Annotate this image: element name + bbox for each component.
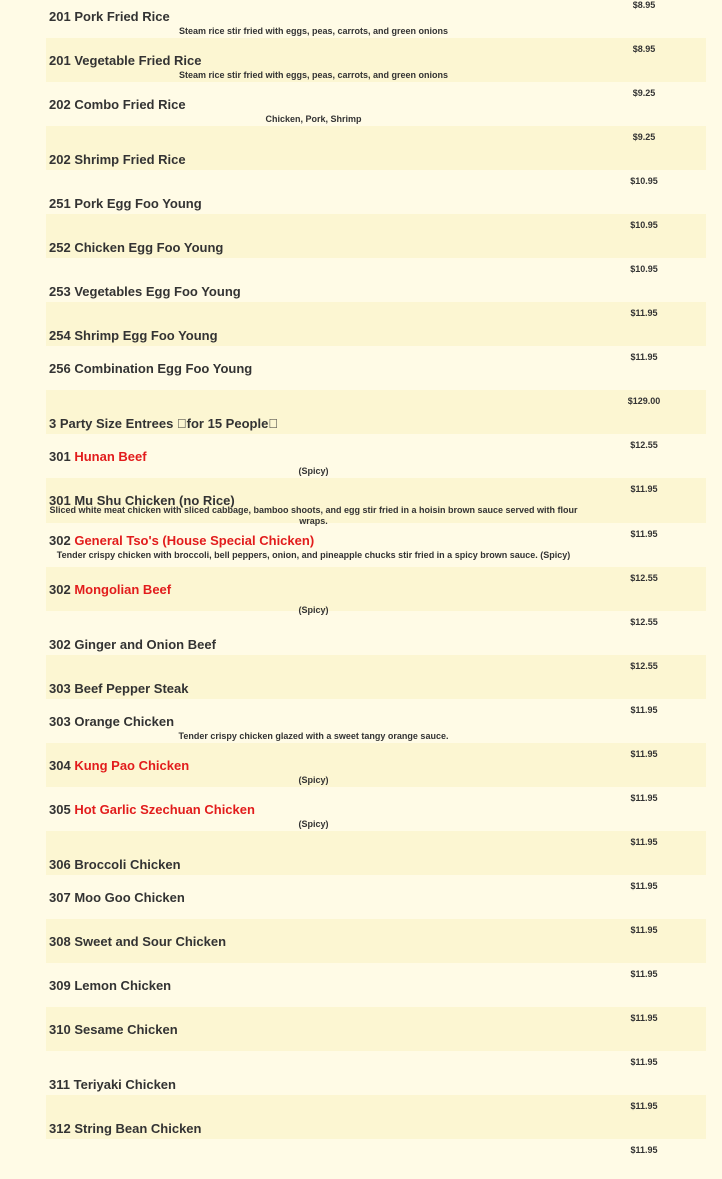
- item-price: $10.95: [630, 176, 658, 186]
- item-description: (Spicy): [298, 819, 329, 829]
- menu-item: [46, 611, 706, 655]
- item-description: (Spicy): [298, 775, 329, 785]
- item-title: [49, 714, 174, 729]
- item-name: Pork Egg Foo Young: [74, 196, 202, 211]
- menu-item: [46, 963, 706, 1007]
- item-number: 303: [49, 681, 71, 696]
- item-title: [49, 196, 202, 211]
- menu-item: [46, 258, 706, 302]
- item-description: Chicken, Pork, Shrimp: [265, 114, 362, 124]
- item-number: 310: [49, 1022, 71, 1037]
- menu-item: [46, 787, 706, 831]
- menu-item: [46, 1051, 706, 1095]
- item-price: $11.95: [630, 1145, 658, 1155]
- menu-list: [46, 0, 706, 1179]
- item-description: Tender crispy chicken glazed with a sweet tangy orange sauce.: [178, 731, 449, 741]
- item-number: 312: [49, 1121, 71, 1136]
- item-price: $11.95: [630, 837, 658, 847]
- item-number: 253: [49, 284, 71, 299]
- item-name: Lemon Chicken: [74, 978, 172, 993]
- item-name: Beef Pepper Steak: [74, 681, 189, 696]
- menu-item: [46, 875, 706, 919]
- item-name: Combo Fried Rice: [74, 97, 186, 112]
- item-title: [49, 758, 189, 773]
- item-price: $11.95: [630, 308, 658, 318]
- item-name: Shrimp Egg Foo Young: [74, 328, 218, 343]
- item-number: 308: [49, 934, 71, 949]
- item-title: [49, 681, 189, 696]
- item-price: $11.95: [630, 749, 658, 759]
- item-title: [49, 978, 171, 993]
- item-price: $11.95: [630, 881, 658, 891]
- item-title: [49, 890, 185, 905]
- item-number: 301: [49, 493, 71, 508]
- item-title: [49, 416, 278, 431]
- item-number: 307: [49, 890, 71, 905]
- item-number: 252: [49, 240, 71, 255]
- item-number: 302: [49, 582, 71, 597]
- item-price: $11.95: [630, 969, 658, 979]
- menu-item: [46, 478, 706, 526]
- item-number: 202: [49, 152, 71, 167]
- item-number: 202: [49, 97, 71, 112]
- item-description: Sliced white meat chicken with sliced cabbage, bamboo shoots, and egg stir fried in a hoisin brown sauce served with flour wraps.: [49, 505, 578, 526]
- item-name: Shrimp Fried Rice: [74, 152, 186, 167]
- item-title: [49, 361, 252, 376]
- item-number: 3: [49, 416, 57, 431]
- item-name: String Bean Chicken: [74, 1121, 202, 1136]
- menu-item: [46, 567, 706, 615]
- item-title: [49, 934, 226, 949]
- item-number: 201: [49, 53, 71, 68]
- menu-item: [46, 126, 706, 170]
- item-title: [49, 1121, 201, 1136]
- item-price: $11.95: [630, 925, 658, 935]
- item-price: $11.95: [630, 705, 658, 715]
- item-name: Sesame Chicken: [74, 1022, 178, 1037]
- item-price: $11.95: [630, 1101, 658, 1111]
- item-number: 303: [49, 714, 71, 729]
- item-title: [49, 97, 186, 112]
- menu-item: [46, 1095, 706, 1139]
- item-description: Tender crispy chicken with broccoli, bell peppers, onion, and pineapple chucks stir fried in a spicy brown sauce. (Spicy): [56, 550, 571, 560]
- item-price: $12.55: [630, 440, 658, 450]
- item-number: 311: [49, 1077, 70, 1092]
- item-name-spicy: Mongolian Beef: [74, 582, 172, 597]
- item-number: 254: [49, 328, 71, 343]
- menu-item: [46, 390, 706, 434]
- menu-item: [46, 919, 706, 963]
- menu-item: [46, 302, 706, 346]
- item-name: Mu Shu Chicken (no Rice): [74, 493, 235, 508]
- item-number: 256: [49, 361, 71, 376]
- item-title: [49, 240, 223, 255]
- item-price: $11.95: [630, 793, 658, 803]
- item-name: Broccoli Chicken: [74, 857, 181, 872]
- item-title: [49, 328, 218, 343]
- menu-item: [46, 434, 706, 478]
- menu-item: [46, 82, 706, 126]
- item-title: [49, 802, 255, 817]
- menu-item: [46, 1139, 706, 1179]
- menu-item: [46, 699, 706, 743]
- menu-item: [46, 0, 706, 38]
- item-title: [49, 533, 314, 548]
- item-number: 304: [49, 758, 71, 773]
- menu-item: [46, 743, 706, 787]
- menu-item: [46, 655, 706, 699]
- item-number: 302: [49, 637, 71, 652]
- item-name-spicy: General Tso's (House Special Chicken): [74, 533, 315, 548]
- item-number: 305: [49, 802, 71, 817]
- menu-item: [46, 831, 706, 875]
- item-name: Teriyaki Chicken: [73, 1077, 176, 1092]
- item-number: 301: [49, 449, 71, 464]
- item-name: Party Size Entrees for 15 People: [59, 416, 259, 431]
- item-price: $9.25: [632, 88, 656, 98]
- item-price: $129.00: [627, 396, 661, 406]
- item-price: $11.95: [630, 1013, 658, 1023]
- item-title: [49, 9, 170, 24]
- item-price: $10.95: [630, 264, 658, 274]
- item-price: $11.95: [630, 484, 658, 494]
- item-price: $11.95: [630, 529, 658, 539]
- item-price: $9.25: [632, 132, 656, 142]
- item-name: Orange Chicken: [74, 714, 175, 729]
- menu-item: [46, 38, 706, 82]
- menu-item: [46, 214, 706, 258]
- item-title: [49, 1077, 176, 1092]
- menu-item: [46, 1007, 706, 1051]
- item-price: $12.55: [630, 617, 658, 627]
- menu-item: [46, 170, 706, 214]
- item-price: $8.95: [632, 44, 656, 54]
- item-title: [49, 857, 181, 872]
- item-name: Ginger and Onion Beef: [74, 637, 216, 652]
- item-number: 201: [49, 9, 71, 24]
- item-name: Combination Egg Foo Young: [74, 361, 253, 376]
- item-description: (Spicy): [298, 605, 329, 615]
- item-name: Vegetables Egg Foo Young: [74, 284, 241, 299]
- item-price: $10.95: [630, 220, 658, 230]
- item-title: [49, 53, 202, 68]
- item-number: 251: [49, 196, 71, 211]
- menu-item: [46, 523, 706, 567]
- item-name: Vegetable Fried Rice: [74, 53, 202, 68]
- item-title: [49, 1022, 178, 1037]
- item-number: 309: [49, 978, 71, 993]
- item-number: 302: [49, 533, 71, 548]
- item-name: Chicken Egg Foo Young: [74, 240, 224, 255]
- item-price: $11.95: [630, 1057, 658, 1067]
- item-title: [49, 284, 241, 299]
- item-price: $8.95: [632, 0, 656, 10]
- item-name-spicy: Kung Pao Chicken: [74, 758, 190, 773]
- item-name: Sweet and Sour Chicken: [74, 934, 227, 949]
- item-price: $11.95: [630, 352, 658, 362]
- item-title: [49, 582, 171, 597]
- item-name: Moo Goo Chicken: [74, 890, 185, 905]
- item-price: $12.55: [630, 661, 658, 671]
- menu-item: [46, 346, 706, 390]
- item-name-spicy: Hot Garlic Szechuan Chicken: [74, 802, 255, 817]
- item-title: [49, 637, 216, 652]
- item-description: Steam rice stir fried with eggs, peas, carrots, and green onions: [178, 26, 449, 36]
- item-description: Steam rice stir fried with eggs, peas, carrots, and green onions: [178, 70, 449, 80]
- item-title: [49, 449, 147, 464]
- item-number: 306: [49, 857, 71, 872]
- item-description: (Spicy): [298, 466, 329, 476]
- item-name-spicy: Hunan Beef: [74, 449, 147, 464]
- item-title: [49, 152, 186, 167]
- item-name: Pork Fried Rice: [74, 9, 170, 24]
- item-price: $12.55: [630, 573, 658, 583]
